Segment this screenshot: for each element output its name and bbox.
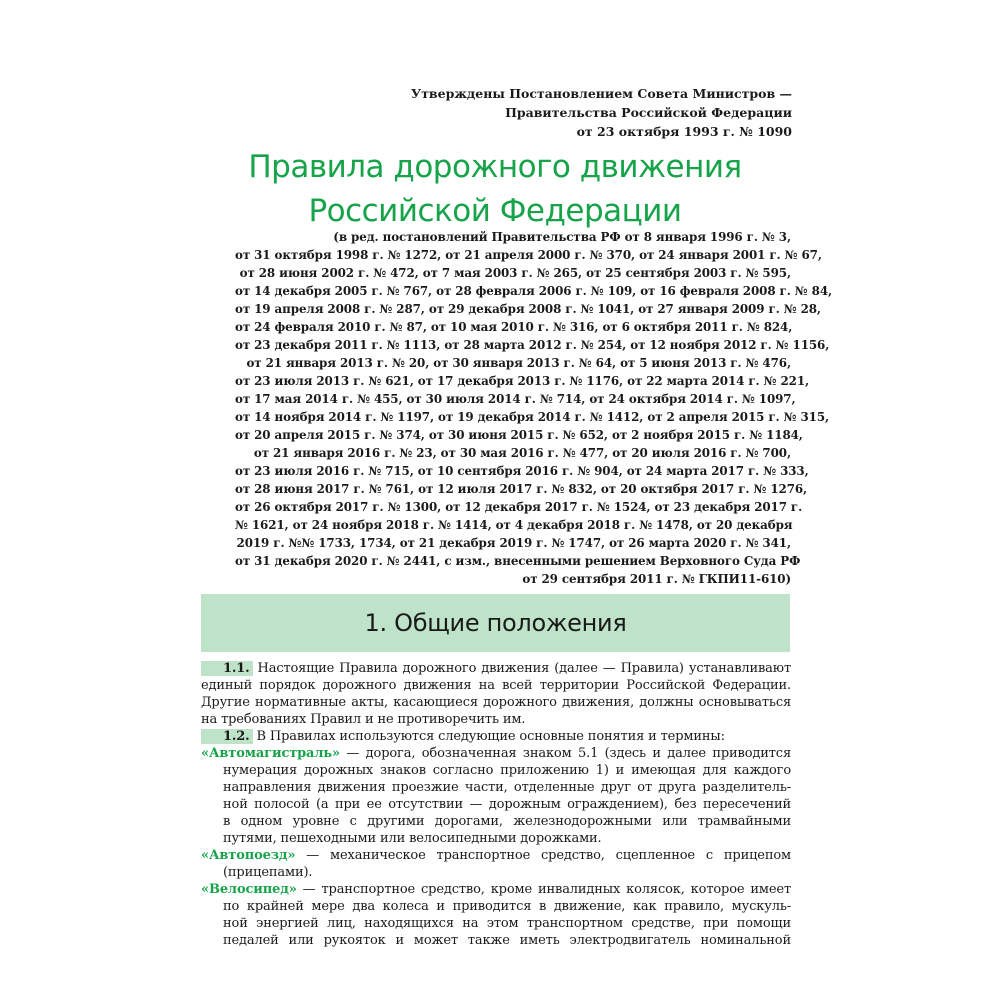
approval-line: Правительства Российской Федерации	[505, 105, 792, 120]
edition-line: 2019 г. №№ 1733, 1734, от 21 декабря 2019 г. № 1747, от 26 марта 2020 г. № 341,	[236, 536, 791, 550]
edition-line: от 14 декабря 2005 г. № 767, от 28 февраля 2006 г. № 109, от 16 февраля 2008 г. № 84,	[235, 284, 833, 298]
edition-line: от 31 октября 1998 г. № 1272, от 21 апреля 2000 г. № 370, от 24 января 2001 г. № 67,	[235, 248, 822, 262]
edition-line: от 28 июня 2002 г. № 472, от 7 мая 2003 г. № 265, от 25 сентября 2003 г. № 595,	[239, 266, 791, 280]
clause-number: 1.1.	[201, 661, 253, 676]
term-line: путями, пешеходными или велосипедными дорожками.	[223, 831, 602, 846]
term-line: по крайней мере два колеса и приводится в движение, как правило, мускуль-	[223, 899, 791, 914]
edition-line: от 20 апреля 2015 г. № 374, от 30 июня 2015 г. № 652, от 2 ноября 2015 г. № 1184,	[235, 428, 803, 442]
edition-line: от 21 января 2016 г. № 23, от 30 мая 2016 г. № 477, от 20 июля 2016 г. № 700,	[253, 446, 791, 460]
edition-line: от 23 июля 2013 г. № 621, от 17 декабря 2013 г. № 1176, от 22 марта 2014 г. № 221,	[235, 374, 810, 388]
clause-line: Другие нормативные акты, касающиеся дорожного движения, должны основываться	[201, 695, 791, 710]
term-autobahn	[201, 745, 791, 762]
clause-1-2	[201, 728, 791, 745]
edition-line: от 17 мая 2014 г. № 455, от 30 июля 2014 г. № 714, от 24 октября 2014 г. № 1097,	[235, 392, 796, 406]
term-line: ной энергией лиц, находящихся на этом транспортном средстве, при помощи	[223, 916, 791, 931]
document-title	[200, 145, 790, 233]
term-name: «Велосипед»	[201, 882, 297, 897]
edition-line: от 26 октября 2017 г. № 1300, от 12 декабря 2017 г. № 1524, от 23 декабря 2017 г.	[235, 500, 803, 514]
section-body	[201, 660, 791, 949]
term-line: в одном уровне с другими дорогами, железнодорожными или трамвайными	[223, 814, 791, 829]
approval-note	[400, 84, 792, 141]
section-title: 1. Общие положения	[364, 609, 627, 637]
edition-line: от 24 февраля 2010 г. № 87, от 10 мая 2010 г. № 316, от 6 октября 2011 г. № 824,	[235, 320, 793, 334]
term-line: направления движения проезжие части, отделенные друг от друга разделитель-	[223, 780, 791, 795]
term-line: нумерация дорожных знаков согласно приложению 1) и имеющая для каждого	[223, 763, 791, 778]
term-line: педалей или рукояток и может также иметь электродвигатель номинальной	[223, 933, 791, 948]
term-definition: — дорога, обозначенная знаком 5.1 (здесь и далее приводится	[340, 746, 791, 761]
clause-1-1	[201, 660, 791, 677]
term-name: «Автомагистраль»	[201, 746, 340, 761]
edition-line: (в ред. постановлений Правительства РФ от 8 января 1996 г. № 3,	[333, 230, 791, 244]
edition-line: от 23 июля 2016 г. № 715, от 10 сентября 2016 г. № 904, от 24 марта 2017 г. № 333,	[235, 464, 809, 478]
approval-line: Утверждены Постановлением Совета Министров —	[411, 86, 792, 101]
clause-number: 1.2.	[201, 729, 253, 744]
term-bicycle	[201, 881, 791, 898]
term-line: ной полосой (а при ее отсутствии — дорожным ограждением), без пересечений	[223, 797, 791, 812]
title-line-2: Российской Федерации	[308, 193, 682, 229]
edition-line: от 23 декабря 2011 г. № 1113, от 28 марта 2012 г. № 254, от 12 ноября 2012 г. № 1156,	[235, 338, 830, 352]
clause-text: Настоящие Правила дорожного движения (далее — Правила) устанавливают	[252, 661, 791, 676]
term-name: «Автопоезд»	[201, 848, 296, 863]
edition-line: от 29 сентября 2011 г. № ГКПИ11-610)	[522, 572, 791, 586]
edition-line: от 21 января 2013 г. № 20, от 30 января 2013 г. № 64, от 5 июня 2013 г. № 476,	[246, 356, 791, 370]
edition-line: от 19 апреля 2008 г. № 287, от 29 декабря 2008 г. № 1041, от 27 января 2009 г. № 28,	[235, 302, 821, 316]
edition-line: № 1621, от 24 ноября 2018 г. № 1414, от 4 декабря 2018 г. № 1478, от 20 декабря	[235, 518, 793, 532]
term-definition: — механическое транспортное средство, сцепленное с прицепом	[295, 848, 791, 863]
edition-line: от 31 декабря 2020 г. № 2441, с изм., внесенными решением Верховного Суда РФ	[235, 554, 801, 568]
edition-line: от 14 ноября 2014 г. № 1197, от 19 декабря 2014 г. № 1412, от 2 апреля 2015 г. № 315,	[235, 410, 830, 424]
term-line: (прицепами).	[223, 865, 313, 880]
term-road-train	[201, 847, 791, 864]
clause-text: В Правилах используются следующие основные понятия и термины:	[252, 729, 725, 744]
clause-line: на требованиях Правил и не противоречить им.	[201, 712, 526, 727]
clause-line: единый порядок дорожного движения на всей территории Российской Федерации.	[201, 678, 791, 693]
section-heading	[201, 594, 790, 652]
approval-line: от 23 октября 1993 г. № 1090	[576, 124, 792, 139]
title-line-1: Правила дорожного движения	[248, 149, 742, 185]
term-definition: — транспортное средство, кроме инвалидных колясок, которое имеет	[296, 882, 791, 897]
editions-list	[235, 228, 833, 588]
edition-line: от 28 июня 2017 г. № 761, от 12 июля 2017 г. № 832, от 20 октября 2017 г. № 1276,	[235, 482, 808, 496]
